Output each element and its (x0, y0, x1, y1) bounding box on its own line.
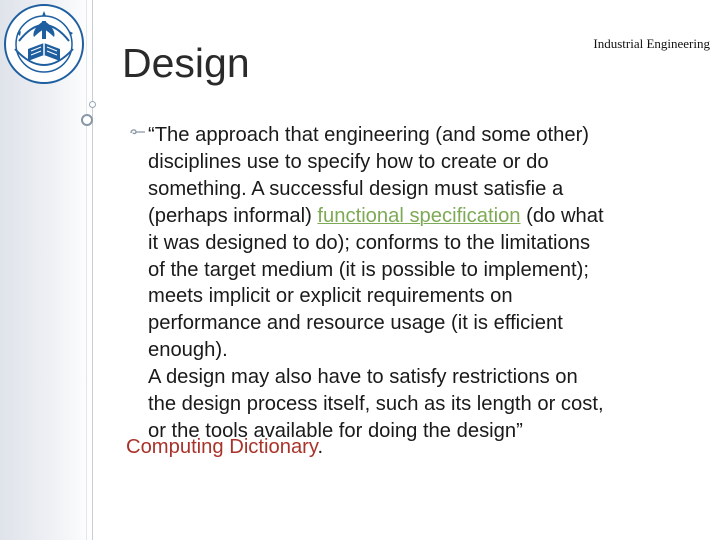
course-header-label: Industrial Engineering (593, 36, 710, 51)
body-line: something. A successful design must satisfie a (148, 177, 564, 200)
body-line: it was designed to do); conforms to the limitations (148, 231, 591, 254)
source-citation (126, 434, 323, 460)
decorative-dot-large (81, 114, 93, 126)
body-line: of the target medium (it is possible to implement); (148, 258, 589, 281)
body-line (148, 203, 703, 230)
curl-bullet-icon (129, 127, 147, 137)
body-line: meets implicit or explicit requirements on (148, 285, 513, 308)
source-suffix: . (317, 436, 324, 458)
body-line: the design process itself, such as its length or cost, (148, 393, 604, 416)
body-text-segment: (perhaps informal) (148, 204, 318, 227)
body-line: A design may also have to satisfy restrictions on (148, 366, 578, 389)
band-divider-inner (86, 0, 87, 540)
body-line: disciplines use to specify how to create or do (148, 150, 549, 173)
slide-title: Design (122, 40, 250, 86)
computing-dictionary-link[interactable]: Computing Dictionary (126, 436, 318, 458)
band-divider (92, 0, 93, 540)
decorative-dot-small (89, 101, 96, 108)
body-line: or the tools available for doing the design” (148, 419, 523, 442)
slide-body (148, 122, 703, 445)
body-line: performance and resource usage (it is efficient (148, 312, 563, 335)
university-seal-icon (3, 3, 85, 85)
body-line: “The approach that engineering (and some other) (148, 124, 590, 146)
body-text-segment: (do what (520, 204, 604, 227)
functional-specification-link[interactable]: functional specification (317, 204, 521, 227)
body-line: enough). (148, 339, 228, 362)
